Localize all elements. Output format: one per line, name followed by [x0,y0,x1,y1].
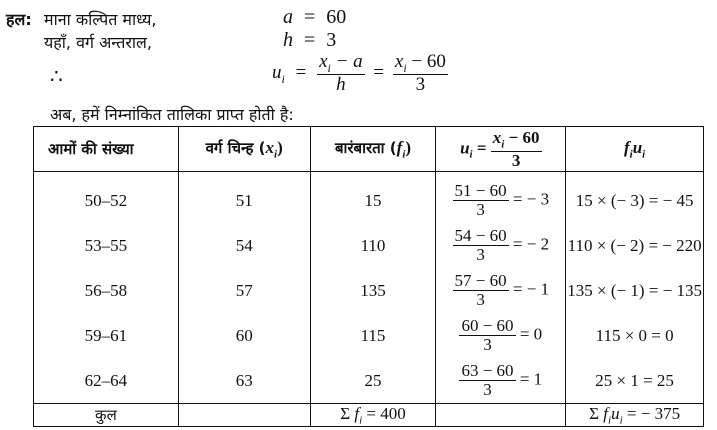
u-formula [272,52,448,95]
table-row [34,358,704,404]
u-result: = − 2 [512,234,550,254]
header-frequency-close: ) [405,137,412,157]
class-width-eq: = [304,29,316,51]
cell-class-mark: 54 [178,223,310,268]
table-row [34,223,704,268]
sum-f-var: f [354,404,360,423]
cell-interval: 50–52 [34,172,179,224]
cell-u-value [436,313,566,358]
header-frequency-var: f [396,137,403,157]
frac1-den: h [336,74,346,96]
header-fu-u-sub: i [642,148,646,161]
cell-interval: 62–64 [34,358,179,404]
u-fraction-den: 3 [476,245,485,264]
u-result: = 0 [519,324,543,344]
u-formula-lhs-sub: i [281,71,285,86]
cell-frequency: 135 [310,268,436,313]
total-sum-fu [566,404,704,427]
header-frequency-text: बारंबारता ( [334,138,397,157]
frac2-num: x [394,51,404,72]
u-fraction [453,182,509,219]
cell-u-value [436,268,566,313]
header-u-formula [436,127,566,172]
u-fraction [459,362,515,399]
u-fraction-den: 3 [476,200,485,219]
cell-frequency: 115 [310,313,436,358]
frequency-table [33,126,704,427]
cell-frequency: 25 [310,358,436,404]
table-header-row [34,127,704,172]
header-fu-f: f [623,137,630,157]
header-u-den: 3 [511,150,521,170]
total-empty-cell [178,404,310,427]
cell-u-value [436,358,566,404]
cell-frequency: 110 [310,223,436,268]
header-frequency [310,127,436,172]
class-width-var: h [283,29,293,51]
u-fraction-num: 57 − 60 [454,271,507,291]
cell-class-mark: 51 [178,172,310,224]
table-total-row [34,404,704,427]
u-formula-eq2: = [373,62,385,84]
assumed-mean-value: 60 [326,6,347,28]
class-width-value: 3 [326,29,337,51]
header-fu [566,127,704,172]
u-fraction-den: 3 [483,380,492,399]
sum-f-sub: i [359,414,363,427]
header-class-mark-close: ) [277,137,283,157]
u-formula-lhs: u [272,62,282,84]
cell-fu: 25 × 1 = 25 [566,358,704,404]
total-sum-f [310,404,436,427]
frac1-num-rest: − a [330,51,363,72]
sum-fu-f: f [603,404,609,423]
frac1-num: x [319,51,328,72]
header-class-mark [178,127,310,172]
sum-f-value: = 400 [362,404,406,423]
u-fraction [453,272,509,309]
sum-fu-value: = − 375 [622,404,681,423]
frac2-num-rest: − 60 [406,51,446,72]
header-u-lhs: u [460,137,470,157]
table-row [34,268,704,313]
u-formula-eq1: = [295,62,307,84]
class-width-equation [283,29,336,52]
u-fraction [453,227,509,264]
u-fraction-num: 54 − 60 [454,226,507,246]
u-result: = − 3 [512,189,550,209]
header-class-mark-text: वर्ग चिन्ह ( [205,138,266,157]
cell-interval: 53–55 [34,223,179,268]
assumed-mean-eq: = [304,6,316,28]
sum-fu-u-sub: i [619,414,623,427]
header-u-fraction [491,129,542,170]
u-fraction-den: 3 [476,290,485,309]
sum-f-sigma: Σ [340,404,355,423]
header-class-mark-var: x [265,137,275,157]
assumed-mean-equation [283,6,346,29]
u-fraction [459,317,515,354]
sum-fu-f-sub: i [608,414,612,427]
header-u-num: x [492,127,502,147]
header-num-mangoes [34,127,179,172]
frac1-num-sub: i [327,60,331,75]
table-row [34,172,704,224]
u-fraction-den: 3 [483,335,492,354]
header-fu-u: u [632,137,643,157]
frac2-num-sub: i [403,60,407,75]
u-fraction-num: 51 − 60 [454,181,507,201]
therefore-symbol: ∴ [50,66,63,88]
solution-label: हल: [6,10,32,29]
total-label-text: कुल [95,406,117,425]
cell-class-mark: 57 [178,268,310,313]
cell-u-value [436,172,566,224]
cell-fu: 115 × 0 = 0 [566,313,704,358]
cell-fu: 135 × (− 1) = − 135 [566,268,704,313]
cell-u-value [436,223,566,268]
u-fraction-num: 63 − 60 [461,361,514,381]
assumed-mean-var: a [283,6,293,28]
cell-interval: 56–58 [34,268,179,313]
cell-class-mark: 60 [178,313,310,358]
header-u-eq: = [472,137,491,157]
u-result: = 1 [519,369,543,389]
cell-fu: 110 × (− 2) = − 220 [566,223,704,268]
frac2-den: 3 [415,74,426,96]
u-formula-fraction-1 [317,52,365,95]
u-result: = − 1 [512,279,550,299]
header-u-num-rest: − 60 [504,127,540,147]
cell-fu: 15 × (− 3) = − 45 [566,172,704,224]
total-empty-cell [436,404,566,427]
class-width-text: यहाँ, वर्ग अन्तराल, [44,33,152,52]
header-fu-f-sub: i [629,148,633,161]
cell-class-mark: 63 [178,358,310,404]
u-formula-fraction-2 [393,52,448,95]
header-u-num-sub: i [501,138,505,150]
sum-fu-sigma: Σ [589,404,604,423]
total-label [34,404,179,427]
header-class-mark-sub: i [274,148,278,161]
header-u-lhs-sub: i [469,148,473,161]
sum-fu-u: u [611,404,620,423]
table-row [34,313,704,358]
table-intro: अब, हमें निम्नांकित तालिका प्राप्त होती है: [50,105,294,124]
header-num-mangoes-text: आमों की संख्या [48,140,134,158]
u-fraction-num: 60 − 60 [461,316,514,336]
header-frequency-sub: i [402,148,406,161]
cell-frequency: 15 [310,172,436,224]
assumed-mean-text: माना कल्पित माध्य, [44,10,157,29]
cell-interval: 59–61 [34,313,179,358]
